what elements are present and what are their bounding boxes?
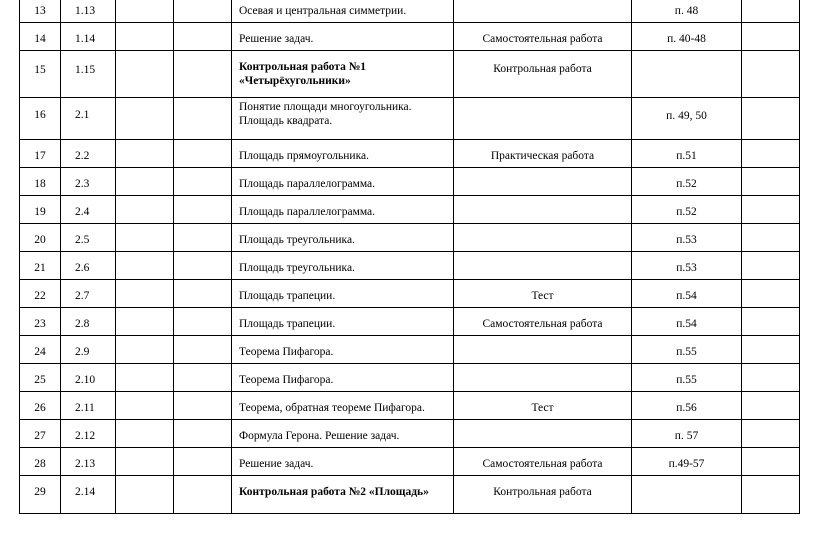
control-form-cell: Контрольная работа [454,51,632,98]
table-row [20,252,800,280]
control-form-cell: Тест [454,392,632,420]
date-plan-cell [116,252,174,280]
lesson-topic-cell [232,476,454,514]
lesson-number-cell: 26 [20,392,61,420]
date-fact-cell [174,392,232,420]
lesson-number-cell: 29 [20,476,61,514]
date-plan-cell [116,392,174,420]
lesson-code-cell: 1.15 [61,51,116,98]
textbook-paragraph-cell: п. 49, 50 [632,98,742,140]
notes-cell [742,252,800,280]
date-fact-cell [174,308,232,336]
notes-cell [742,168,800,196]
date-plan-cell [116,168,174,196]
table-row [20,420,800,448]
textbook-paragraph-cell: п.52 [632,168,742,196]
lesson-number-cell: 13 [20,0,61,23]
lesson-number-cell: 14 [20,23,61,51]
date-fact-cell [174,252,232,280]
date-plan-cell [116,0,174,23]
lesson-number-cell: 27 [20,420,61,448]
lesson-code-cell: 2.10 [61,364,116,392]
date-fact-cell [174,336,232,364]
lesson-code-cell: 2.14 [61,476,116,514]
table-row [20,336,800,364]
date-plan-cell [116,336,174,364]
notes-cell [742,308,800,336]
lesson-topic-line: Площадь прямоугольника. [239,150,369,162]
notes-cell [742,98,800,140]
lesson-topic-line: «Четырёхугольники» [239,75,351,87]
date-plan-cell [116,280,174,308]
lesson-topic-line: Понятие площади многоугольника. [239,101,412,113]
date-plan-cell [116,364,174,392]
lesson-topic-cell [232,51,454,98]
lesson-topic-cell [232,23,454,51]
lesson-plan-table [19,0,800,514]
lesson-topic-cell [232,420,454,448]
lesson-code-cell: 2.1 [61,98,116,140]
date-plan-cell [116,196,174,224]
table-row [20,168,800,196]
lesson-number-cell: 19 [20,196,61,224]
lesson-code-cell: 2.7 [61,280,116,308]
table-row [20,476,800,514]
table-row [20,280,800,308]
lesson-code-cell: 1.14 [61,23,116,51]
textbook-paragraph-cell: п. 48 [632,0,742,23]
date-fact-cell [174,364,232,392]
lesson-number-cell: 16 [20,98,61,140]
control-form-cell: Контрольная работа [454,476,632,514]
textbook-paragraph-cell: п.55 [632,336,742,364]
lesson-topic-cell [232,308,454,336]
lesson-number-cell: 15 [20,51,61,98]
control-form-cell [454,168,632,196]
date-fact-cell [174,196,232,224]
textbook-paragraph-cell: п.55 [632,364,742,392]
table-row [20,196,800,224]
control-form-cell [454,420,632,448]
lesson-topic-line: Площадь параллелограмма. [239,178,376,190]
lesson-number-cell: 25 [20,364,61,392]
lesson-topic-cell [232,224,454,252]
control-form-cell [454,252,632,280]
date-plan-cell [116,420,174,448]
lesson-number-cell: 24 [20,336,61,364]
notes-cell [742,448,800,476]
lesson-topic-line: Решение задач. [239,458,314,470]
lesson-code-cell: 2.5 [61,224,116,252]
lesson-topic-line: Площадь трапеции. [239,318,336,330]
lesson-topic-cell [232,252,454,280]
lesson-topic-line: Контрольная работа №1 [239,61,366,73]
lesson-topic-line: Площадь треугольника. [239,262,355,274]
date-fact-cell [174,168,232,196]
control-form-cell [454,336,632,364]
textbook-paragraph-cell [632,51,742,98]
notes-cell [742,392,800,420]
lesson-number-cell: 21 [20,252,61,280]
table-row [20,23,800,51]
table-row [20,448,800,476]
control-form-cell [454,224,632,252]
lesson-code-cell: 2.6 [61,252,116,280]
textbook-paragraph-cell [632,476,742,514]
notes-cell [742,476,800,514]
textbook-paragraph-cell: п. 40-48 [632,23,742,51]
lesson-topic-line: Теорема Пифагора. [239,346,334,358]
notes-cell [742,364,800,392]
notes-cell [742,140,800,168]
lesson-topic-line: Решение задач. [239,33,314,45]
date-fact-cell [174,51,232,98]
notes-cell [742,224,800,252]
date-plan-cell [116,224,174,252]
table-row [20,224,800,252]
notes-cell [742,51,800,98]
control-form-cell [454,0,632,23]
notes-cell [742,280,800,308]
lesson-topic-cell [232,280,454,308]
date-plan-cell [116,23,174,51]
date-plan-cell [116,140,174,168]
control-form-cell: Самостоятельная работа [454,308,632,336]
date-fact-cell [174,448,232,476]
textbook-paragraph-cell: п.49-57 [632,448,742,476]
lesson-topic-line: Формула Герона. Решение задач. [239,430,400,442]
textbook-paragraph-cell: п.52 [632,196,742,224]
textbook-paragraph-cell: п.51 [632,140,742,168]
lesson-topic-line: Осевая и центральная симметрии. [239,5,407,17]
lesson-topic-line: Площадь квадрата. [239,115,333,127]
lesson-number-cell: 22 [20,280,61,308]
table-body [20,0,800,514]
lesson-topic-cell [232,392,454,420]
date-fact-cell [174,280,232,308]
control-form-cell: Практическая работа [454,140,632,168]
lesson-number-cell: 18 [20,168,61,196]
lesson-topic-cell [232,140,454,168]
lesson-topic-line: Площадь трапеции. [239,290,336,302]
date-fact-cell [174,224,232,252]
control-form-cell [454,98,632,140]
control-form-cell: Самостоятельная работа [454,448,632,476]
date-fact-cell [174,0,232,23]
notes-cell [742,196,800,224]
lesson-topic-line: Теорема, обратная теореме Пифагора. [239,402,425,414]
lesson-topic-line: Теорема Пифагора. [239,374,334,386]
date-fact-cell [174,420,232,448]
lesson-topic-line: Площадь треугольника. [239,234,355,246]
lesson-code-cell: 2.11 [61,392,116,420]
lesson-number-cell: 20 [20,224,61,252]
lesson-topic-line: Контрольная работа №2 «Площадь» [239,486,429,498]
date-plan-cell [116,476,174,514]
date-fact-cell [174,23,232,51]
lesson-topic-cell [232,0,454,23]
lesson-code-cell: 2.4 [61,196,116,224]
textbook-paragraph-cell: п.54 [632,280,742,308]
lesson-code-cell: 1.13 [61,0,116,23]
lesson-number-cell: 28 [20,448,61,476]
lesson-code-cell: 2.9 [61,336,116,364]
table-row [20,140,800,168]
control-form-cell [454,364,632,392]
notes-cell [742,336,800,364]
lesson-topic-cell [232,448,454,476]
table-row [20,0,800,23]
notes-cell [742,23,800,51]
lesson-number-cell: 23 [20,308,61,336]
date-fact-cell [174,98,232,140]
date-fact-cell [174,140,232,168]
date-plan-cell [116,448,174,476]
lesson-topic-cell [232,196,454,224]
lesson-code-cell: 2.8 [61,308,116,336]
table-row [20,98,800,140]
table-row [20,308,800,336]
lesson-code-cell: 2.3 [61,168,116,196]
textbook-paragraph-cell: п.53 [632,252,742,280]
lesson-number-cell: 17 [20,140,61,168]
notes-cell [742,420,800,448]
lesson-topic-cell [232,168,454,196]
control-form-cell: Тест [454,280,632,308]
table-row [20,51,800,98]
notes-cell [742,0,800,23]
textbook-paragraph-cell: п.54 [632,308,742,336]
lesson-code-cell: 2.13 [61,448,116,476]
lesson-topic-line: Площадь параллелограмма. [239,206,376,218]
date-plan-cell [116,98,174,140]
table-row [20,364,800,392]
lesson-topic-cell [232,364,454,392]
lesson-code-cell: 2.2 [61,140,116,168]
control-form-cell [454,196,632,224]
textbook-paragraph-cell: п.53 [632,224,742,252]
control-form-cell: Самостоятельная работа [454,23,632,51]
date-plan-cell [116,308,174,336]
date-plan-cell [116,51,174,98]
lesson-topic-cell [232,336,454,364]
table-row [20,392,800,420]
textbook-paragraph-cell: п.56 [632,392,742,420]
textbook-paragraph-cell: п. 57 [632,420,742,448]
lesson-code-cell: 2.12 [61,420,116,448]
date-fact-cell [174,476,232,514]
lesson-topic-cell [232,98,454,140]
